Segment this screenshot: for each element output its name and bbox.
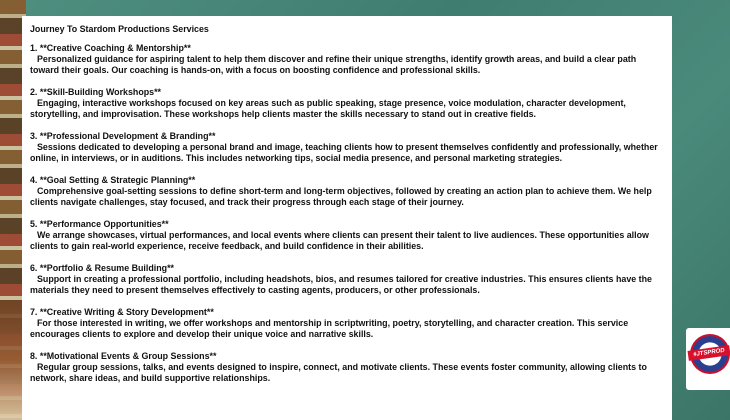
service-section: [30, 175, 664, 208]
services-list: [30, 43, 664, 384]
service-description: For those interested in writing, we offer workshops and mentorship in scriptwriting, poetry, storytelling, and character creation. This service encourages clients to explore and develop their unique voice and narrative skills.: [30, 318, 629, 339]
service-description: Comprehensive goal-setting sessions to define short-term and long-term objectives, followed by creating an action plan to achieve them. We help clients navigate challenges, stay focused, and track their progress through each stage of their journey.: [30, 186, 652, 207]
service-description: Support in creating a professional portfolio, including headshots, bios, and resumes tailored for creative industries. This ensures clients have the materials they need to present themselves effectively to casting agents, producers, or other professionals.: [30, 274, 652, 295]
service-heading: 5. **Performance Opportunities**: [30, 219, 169, 229]
service-description: We arrange showcases, virtual performances, and local events where clients can present their talent to live audiences. These opportunities allow clients to gain real-world experience, receive feedback, and build confidence in their abilities.: [30, 230, 649, 251]
service-heading: 7. **Creative Writing & Story Development**: [30, 307, 214, 317]
service-description: Sessions dedicated to developing a personal brand and image, teaching clients how to present themselves confidently and professionally, whether online, in interviews, or in auditions. This includes networking tips, social media presence, and personal marketing strategies.: [30, 142, 658, 163]
service-heading: 8. **Motivational Events & Group Sessions**: [30, 351, 217, 361]
service-section: [30, 263, 664, 296]
document-title: Journey To Stardom Productions Services: [30, 24, 209, 34]
service-section: [30, 131, 664, 164]
service-section: [30, 43, 664, 76]
service-section: [30, 307, 664, 340]
service-section: [30, 219, 664, 252]
services-document: [22, 16, 672, 420]
service-heading: 6. **Portfolio & Resume Building**: [30, 263, 174, 273]
brand-logo: [686, 328, 730, 390]
service-description: Personalized guidance for aspiring talent to help them discover and refine their unique strengths, identify growth areas, and build a clear path toward their goals. Our coaching is hands-on, with a focus on boosting confidence and professional skills.: [30, 54, 637, 75]
service-section: [30, 87, 664, 120]
service-heading: 4. **Goal Setting & Strategic Planning**: [30, 175, 196, 185]
service-section: [30, 351, 664, 384]
service-description: Regular group sessions, talks, and events designed to inspire, connect, and motivate clients. These events foster community, allowing clients to network, share ideas, and build supportive relationships.: [30, 362, 647, 383]
service-heading: 1. **Creative Coaching & Mentorship**: [30, 43, 191, 53]
service-heading: 3. **Professional Development & Branding**: [30, 131, 216, 141]
service-heading: 2. **Skill-Building Workshops**: [30, 87, 162, 97]
service-description: Engaging, interactive workshops focused on key areas such as public speaking, stage presence, voice modulation, character development, storytelling, and improvisation. These workshops help clients master the skills necessary to stand out in creative fields.: [30, 98, 626, 119]
logo-text: #JTSPROD: [688, 345, 730, 361]
